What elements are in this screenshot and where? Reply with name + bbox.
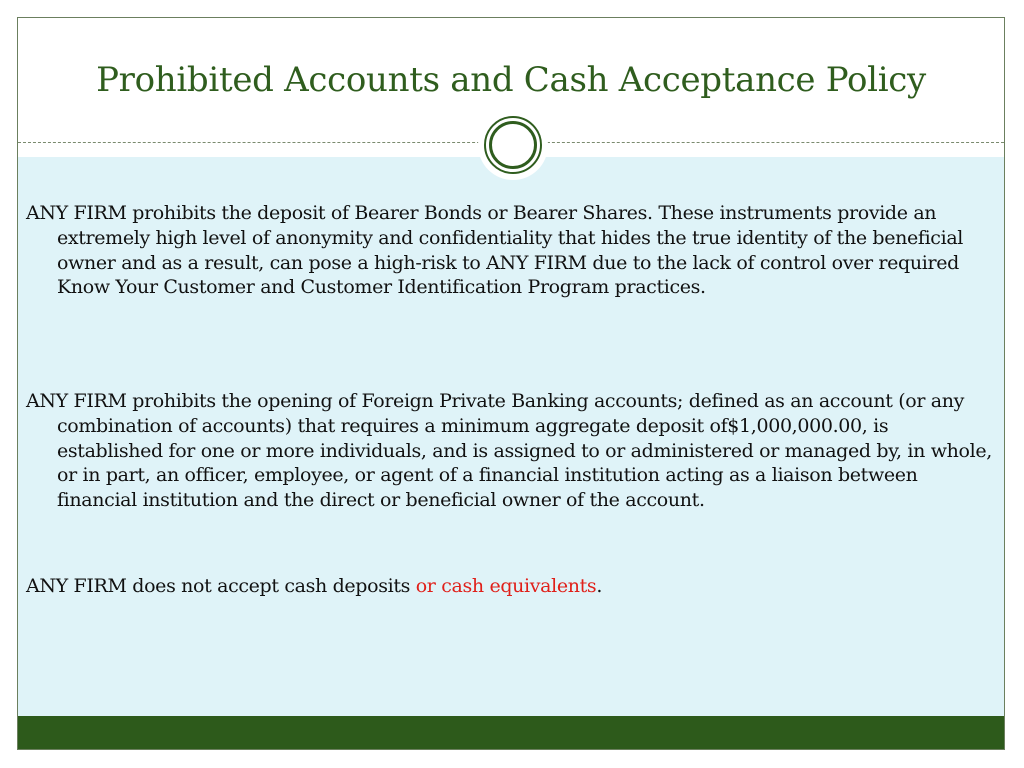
cash-deposit-text: ANY FIRM does not accept cash deposits	[26, 575, 416, 597]
footer-bar	[18, 716, 1004, 750]
slide-frame	[17, 17, 1005, 750]
circle-inner-ring	[489, 121, 537, 169]
paragraph-cash-deposits	[26, 574, 997, 599]
slide-title: Prohibited Accounts and Cash Acceptance Policy	[96, 60, 926, 100]
period: .	[596, 575, 603, 597]
paragraph-bearer-bonds: ANY FIRM prohibits the deposit of Bearer Bonds or Bearer Shares. These instruments provide an extremely high level of anonymity and confidentiality that hides the true identity of the beneficial owner and as a result, can pose a high-risk to ANY FIRM due to the lack of control over required Know Your Customer and Customer Identification Program practices.	[26, 202, 964, 299]
cash-equivalents-highlight: or cash equivalents	[415, 575, 597, 597]
paragraph-foreign-private-banking: ANY FIRM prohibits the opening of Foreign Private Banking accounts; defined as an account (or any combination of accounts) that requires a minimum aggregate deposit of$1,000,000.00, is established for one or more individuals, and is assigned to or administered or managed by, in whole, or in part, an officer, employee, or agent of a financial institution acting as a liaison between financial institution and the direct or beneficial owner of the account.	[26, 390, 992, 512]
